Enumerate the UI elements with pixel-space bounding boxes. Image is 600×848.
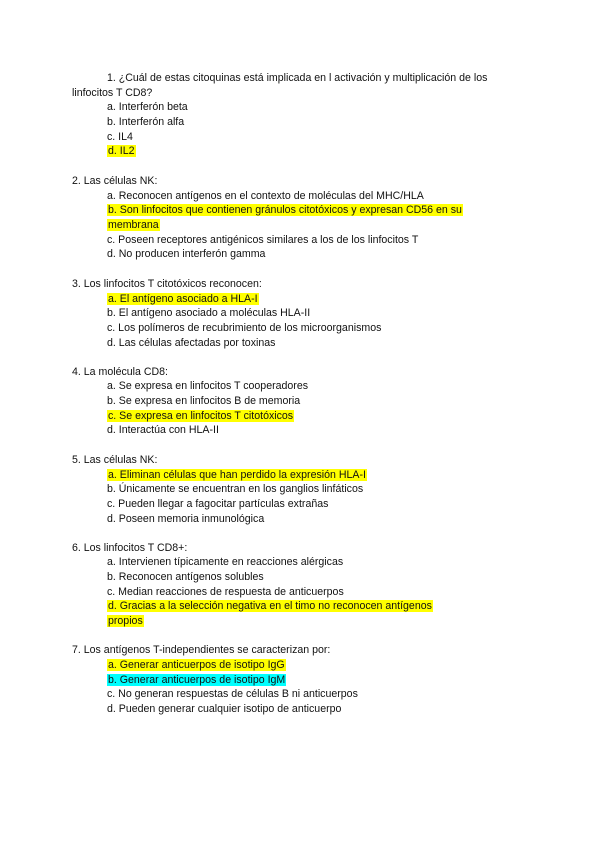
question-6-stem: 6. Los linfocitos T CD8+:: [72, 542, 188, 554]
question-2-option-b-highlighted: b. Son linfocitos que contienen gránulos citotóxicos y expresan CD56 en su: [108, 204, 462, 216]
question-1-option-c: c. IL4: [107, 131, 133, 143]
question-3-option-b: b. El antígeno asociado a moléculas HLA-II: [107, 307, 311, 319]
question-7-option-a-highlighted: a. Generar anticuerpos de isotipo IgG: [108, 659, 285, 671]
question-5-stem: 5. Las células NK:: [72, 454, 158, 466]
question-6-option-d-continuation: propios: [108, 615, 143, 627]
question-3-option-d: d. Las células afectadas por toxinas: [107, 337, 276, 349]
question-7-stem: 7. Los antígenos T-independientes se caracterizan por:: [72, 644, 331, 656]
question-5-option-b: b. Únicamente se encuentran en los ganglios linfáticos: [107, 483, 364, 495]
question-1-option-b: b. Interferón alfa: [107, 116, 185, 128]
question-1-stem-line1: 1. ¿Cuál de estas citoquinas está implicada en l activación y multiplicación de los: [107, 72, 488, 84]
question-6-option-b: b. Reconocen antígenos solubles: [107, 571, 264, 583]
question-6-option-d-highlighted: d. Gracias a la selección negativa en el timo no reconocen antígenos: [108, 600, 432, 612]
question-6-option-c: c. Median reacciones de respuesta de anticuerpos: [107, 586, 344, 598]
question-4-stem: 4. La molécula CD8:: [72, 366, 168, 378]
question-5-option-c: c. Pueden llegar a fagocitar partículas extrañas: [107, 498, 329, 510]
question-5-option-d: d. Poseen memoria inmunológica: [107, 513, 265, 525]
question-2-option-a: a. Reconocen antígenos en el contexto de moléculas del MHC/HLA: [107, 190, 424, 202]
question-5-option-a-highlighted: a. Eliminan células que han perdido la expresión HLA-I: [108, 469, 366, 481]
question-2-stem: 2. Las células NK:: [72, 175, 158, 187]
question-3-option-c: c. Los polímeros de recubrimiento de los microorganismos: [107, 322, 382, 334]
question-2-option-d: d. No producen interferón gamma: [107, 248, 266, 260]
question-4-option-c-highlighted: c. Se expresa en linfocitos T citotóxicos: [108, 410, 294, 422]
question-4-option-a: a. Se expresa en linfocitos T cooperadores: [107, 380, 309, 392]
question-1-stem-line2: linfocitos T CD8?: [72, 87, 153, 99]
question-4-option-b: b. Se expresa en linfocitos B de memoria: [107, 395, 301, 407]
question-2-option-c: c. Poseen receptores antigénicos similares a los de los linfocitos T: [107, 234, 419, 246]
question-7-option-d: d. Pueden generar cualquier isotipo de anticuerpo: [107, 703, 342, 715]
question-1-option-d-highlighted: d. IL2: [108, 145, 135, 157]
question-7-option-c: c. No generan respuestas de células B ni anticuerpos: [107, 688, 358, 700]
question-4-option-d: d. Interactúa con HLA-II: [107, 424, 219, 436]
question-7-option-b-highlighted: b. Generar anticuerpos de isotipo IgM: [108, 674, 286, 686]
question-3-option-a-highlighted: a. El antígeno asociado a HLA-I: [108, 293, 258, 305]
question-1-option-a: a. Interferón beta: [107, 101, 188, 113]
question-6-option-a: a. Intervienen típicamente en reacciones alérgicas: [107, 556, 344, 568]
question-3-stem: 3. Los linfocitos T citotóxicos reconocen:: [72, 278, 262, 290]
question-2-option-b-continuation: membrana: [108, 219, 159, 231]
